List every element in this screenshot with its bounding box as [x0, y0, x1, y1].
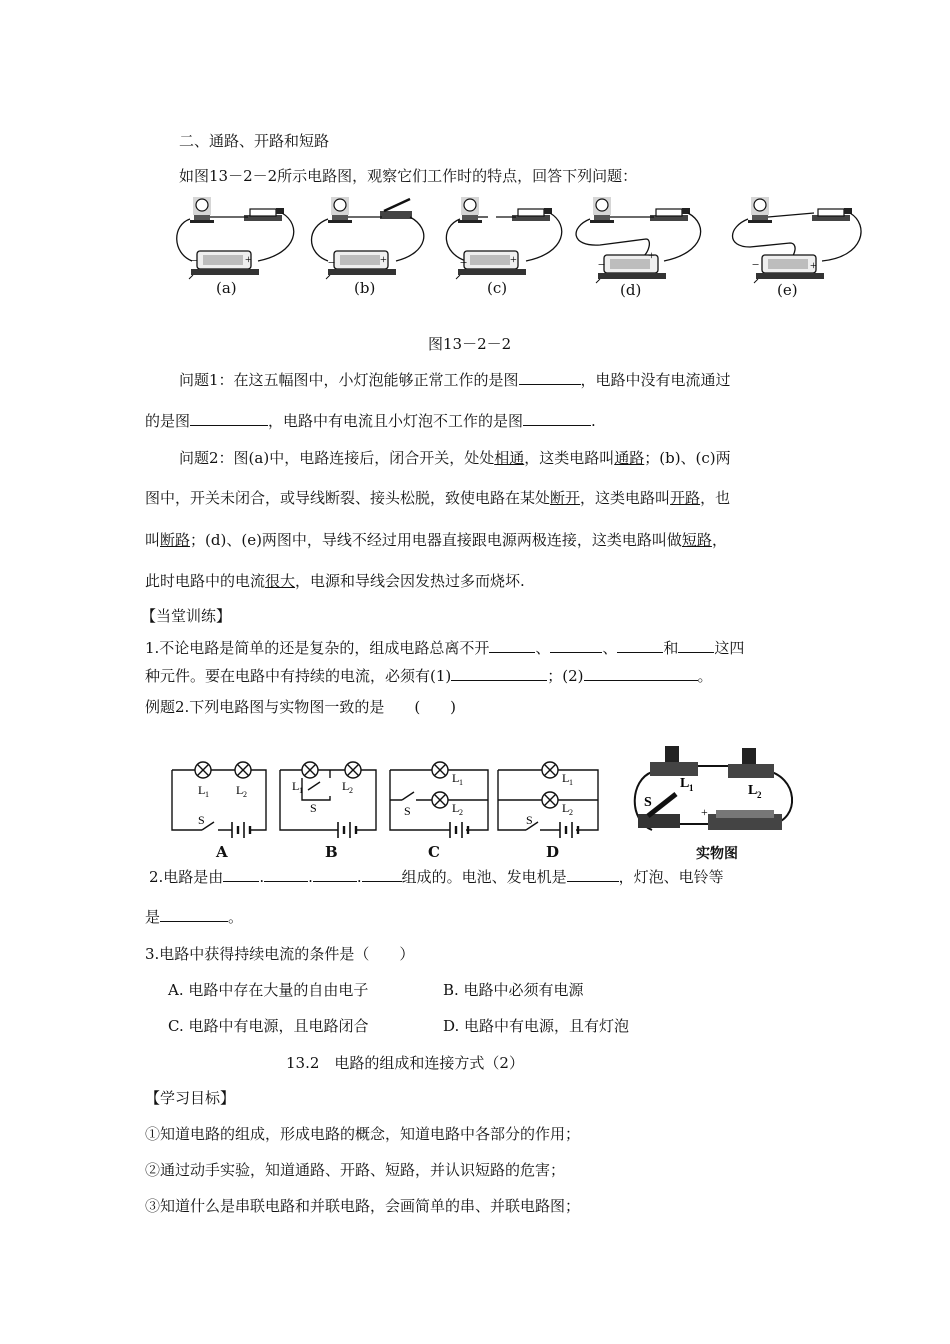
answer-blank[interactable] — [584, 666, 698, 681]
separator: 和 — [663, 639, 679, 657]
svg-text:2: 2 — [243, 790, 247, 799]
circuit-figure-13-2-2 — [170, 195, 870, 305]
practice-2-text: 2.电路是由 — [149, 868, 224, 886]
practice-1-text: ；(2) — [547, 667, 584, 685]
circuit-b — [312, 197, 424, 279]
circuit-option-a — [172, 770, 266, 830]
answer-blank[interactable] — [489, 638, 535, 653]
svg-text:2: 2 — [569, 808, 573, 817]
question-2-text: 问题2：图(a)中，电路连接后，闭合开关，处处 — [179, 449, 495, 467]
choice-c[interactable]: C. 电路中有电源，且电路闭合 — [168, 1017, 369, 1035]
question-1-text: 问题1：在这五幅图中，小灯泡能够正常工作的是图 — [179, 371, 519, 389]
svg-text:1: 1 — [569, 778, 573, 787]
circuit-d — [576, 197, 701, 283]
question-1-text: . — [591, 412, 596, 430]
answer-blank[interactable] — [523, 411, 591, 426]
real-picture-caption: 实物图 — [696, 846, 738, 862]
question-2-text: ；(b)、(c)两 — [644, 449, 731, 467]
choice-a[interactable]: A. 电路中存在大量的自由电子 — [168, 981, 369, 999]
physical-circuit-picture — [635, 746, 792, 830]
question-1-text: 的是图 — [145, 412, 191, 430]
answer-blank[interactable] — [160, 907, 228, 922]
separator: 、 — [602, 639, 618, 657]
underlined-term: 开路 — [670, 489, 701, 507]
svg-text:L: L — [452, 801, 460, 815]
figure-label-c: (c) — [487, 279, 508, 297]
svg-text:+: + — [245, 252, 252, 266]
question-2-line-4 — [145, 570, 525, 591]
answer-blank[interactable] — [678, 638, 714, 653]
practice-2-line-1 — [149, 866, 724, 887]
underlined-term: 断开 — [550, 489, 581, 507]
svg-text:1: 1 — [459, 778, 463, 787]
separator: 、 — [535, 639, 551, 657]
answer-blank[interactable] — [519, 370, 581, 385]
svg-text:S: S — [310, 801, 317, 815]
practice-1-text: 这四 — [714, 639, 745, 657]
answer-blank[interactable] — [451, 666, 547, 681]
answer-blank[interactable] — [223, 867, 259, 882]
question-2-text: 图中，开关未闭合，或导线断裂、接头松脱，致使电路在某处 — [145, 489, 551, 507]
separator: . — [356, 868, 362, 886]
underlined-term: 断路 — [160, 531, 191, 549]
option-label-d: D — [546, 843, 560, 861]
label-l1: L — [198, 783, 206, 797]
question-2-text: ，这类电路叫 — [524, 449, 615, 467]
answer-blank[interactable] — [617, 638, 663, 653]
practice-2-text: 是 — [145, 908, 161, 926]
svg-text:S: S — [644, 795, 652, 810]
question-2-text: 此时电路中的电流 — [145, 572, 266, 590]
goal-item: ①知道电路的组成，形成电路的概念，知道电路中各部分的作用； — [145, 1125, 581, 1143]
circuit-a — [177, 197, 294, 279]
practice-2-line-2 — [145, 906, 243, 927]
svg-text:L: L — [680, 776, 690, 791]
underlined-term: 通路 — [614, 449, 645, 467]
practice-1-line-2 — [145, 665, 713, 686]
question-2-line-3 — [145, 529, 727, 550]
goals-header: 【学习目标】 — [145, 1089, 236, 1107]
svg-text:+: + — [810, 258, 817, 272]
question-2-line-1 — [179, 447, 731, 468]
svg-text:1: 1 — [689, 783, 694, 793]
practice-3-stem: 3.电路中获得持续电流的条件是（ ） — [145, 945, 415, 963]
question-2-text: ，也 — [700, 489, 731, 507]
option-label-b: B — [325, 843, 338, 861]
practice-1-line-1 — [145, 637, 744, 658]
answer-blank[interactable] — [190, 411, 268, 426]
svg-text:S: S — [526, 813, 533, 827]
svg-text:2: 2 — [757, 790, 762, 800]
question-1-text: ，电路中有电流且小灯泡不工作的是图 — [268, 412, 524, 430]
lesson-title: 13.2 电路的组成和连接方式（2） — [286, 1054, 524, 1072]
intro-text: 如图13－2－2所示电路图，观察它们工作时的特点，回答下列问题： — [179, 167, 638, 185]
practice-2-text: ，灯泡、电铃等 — [618, 868, 724, 886]
answer-blank[interactable] — [567, 867, 619, 882]
figure-label-d: (d) — [620, 281, 642, 299]
svg-text:1: 1 — [205, 790, 209, 799]
practice-2-text: 组成的。电池、发电机是 — [401, 868, 567, 886]
svg-text:2: 2 — [459, 808, 463, 817]
question-2-text: ，这类电路叫 — [580, 489, 671, 507]
figure-caption: 图13－2－2 — [428, 335, 512, 353]
svg-text:L: L — [292, 779, 300, 793]
svg-text:L: L — [452, 771, 460, 785]
svg-text:L: L — [562, 801, 570, 815]
question-2-text: ， — [711, 531, 727, 549]
question-1-line-1 — [179, 369, 731, 390]
separator: . — [259, 868, 265, 886]
question-1-text: ，电路中没有电流通过 — [580, 371, 731, 389]
goal-item: ③知道什么是串联电路和并联电路，会画简单的串、并联电路图； — [145, 1197, 581, 1215]
answer-blank[interactable] — [362, 867, 402, 882]
answer-blank[interactable] — [550, 638, 602, 653]
circuit-c — [446, 197, 561, 279]
answer-blank[interactable] — [264, 867, 308, 882]
question-2-text: ，电源和导线会因发热过多而烧坏. — [295, 572, 525, 590]
figure-label-a: (a) — [216, 279, 237, 297]
svg-text:−: − — [190, 253, 198, 268]
svg-text:−: − — [752, 257, 760, 272]
practice-1-text: 种元件。要在电路中有持续的电流，必须有(1) — [145, 667, 452, 685]
svg-text:−: − — [598, 257, 606, 272]
underlined-term: 短路 — [681, 531, 712, 549]
underlined-term: 相通 — [494, 449, 525, 467]
choice-d[interactable]: D. 电路中有电源，且有灯泡 — [443, 1017, 630, 1035]
figure-label-b: (b) — [354, 279, 376, 297]
separator: . — [308, 868, 313, 886]
svg-text:2: 2 — [349, 786, 353, 795]
svg-text:−: − — [328, 255, 336, 270]
svg-text:+: + — [510, 252, 517, 266]
question-2-line-2 — [145, 487, 730, 508]
svg-text:1: 1 — [299, 786, 303, 795]
svg-text:L: L — [342, 779, 350, 793]
practice-header: 【当堂训练】 — [141, 607, 232, 625]
underlined-term: 很大 — [265, 572, 296, 590]
practice-1-text: 。 — [697, 667, 713, 685]
circuit-e — [733, 197, 862, 283]
label-l2: L — [236, 783, 244, 797]
label-s: S — [198, 813, 205, 827]
question-1-line-2 — [145, 410, 596, 431]
svg-text:+: + — [380, 252, 387, 266]
practice-1-text: 1.不论电路是简单的还是复杂的，组成电路总离不开 — [145, 639, 490, 657]
question-2-text: ；(d)、(e)两图中，导线不经过用电器直接跟电源两极连接，这类电路叫做 — [190, 531, 682, 549]
figure-label-e: (e) — [777, 281, 798, 299]
question-2-text: 叫 — [145, 531, 161, 549]
svg-text:L: L — [748, 783, 758, 798]
svg-text:+: + — [701, 805, 708, 819]
svg-text:L: L — [562, 771, 570, 785]
option-label-c: C — [428, 843, 440, 861]
section-title: 二、通路、开路和短路 — [179, 132, 330, 150]
svg-text:−: − — [460, 255, 468, 270]
goal-item: ②通过动手实验，知道通路、开路、短路，并认识短路的危害； — [145, 1161, 566, 1179]
svg-text:S: S — [404, 804, 411, 818]
option-label-a: A — [216, 843, 228, 861]
practice-2-text: 。 — [228, 908, 244, 926]
answer-blank[interactable] — [313, 867, 357, 882]
choice-b[interactable]: B. 电路中必须有电源 — [443, 981, 584, 999]
example-2-stem: 例题2.下列电路图与实物图一致的是 ( ) — [145, 698, 457, 716]
svg-text:+: + — [648, 248, 655, 262]
